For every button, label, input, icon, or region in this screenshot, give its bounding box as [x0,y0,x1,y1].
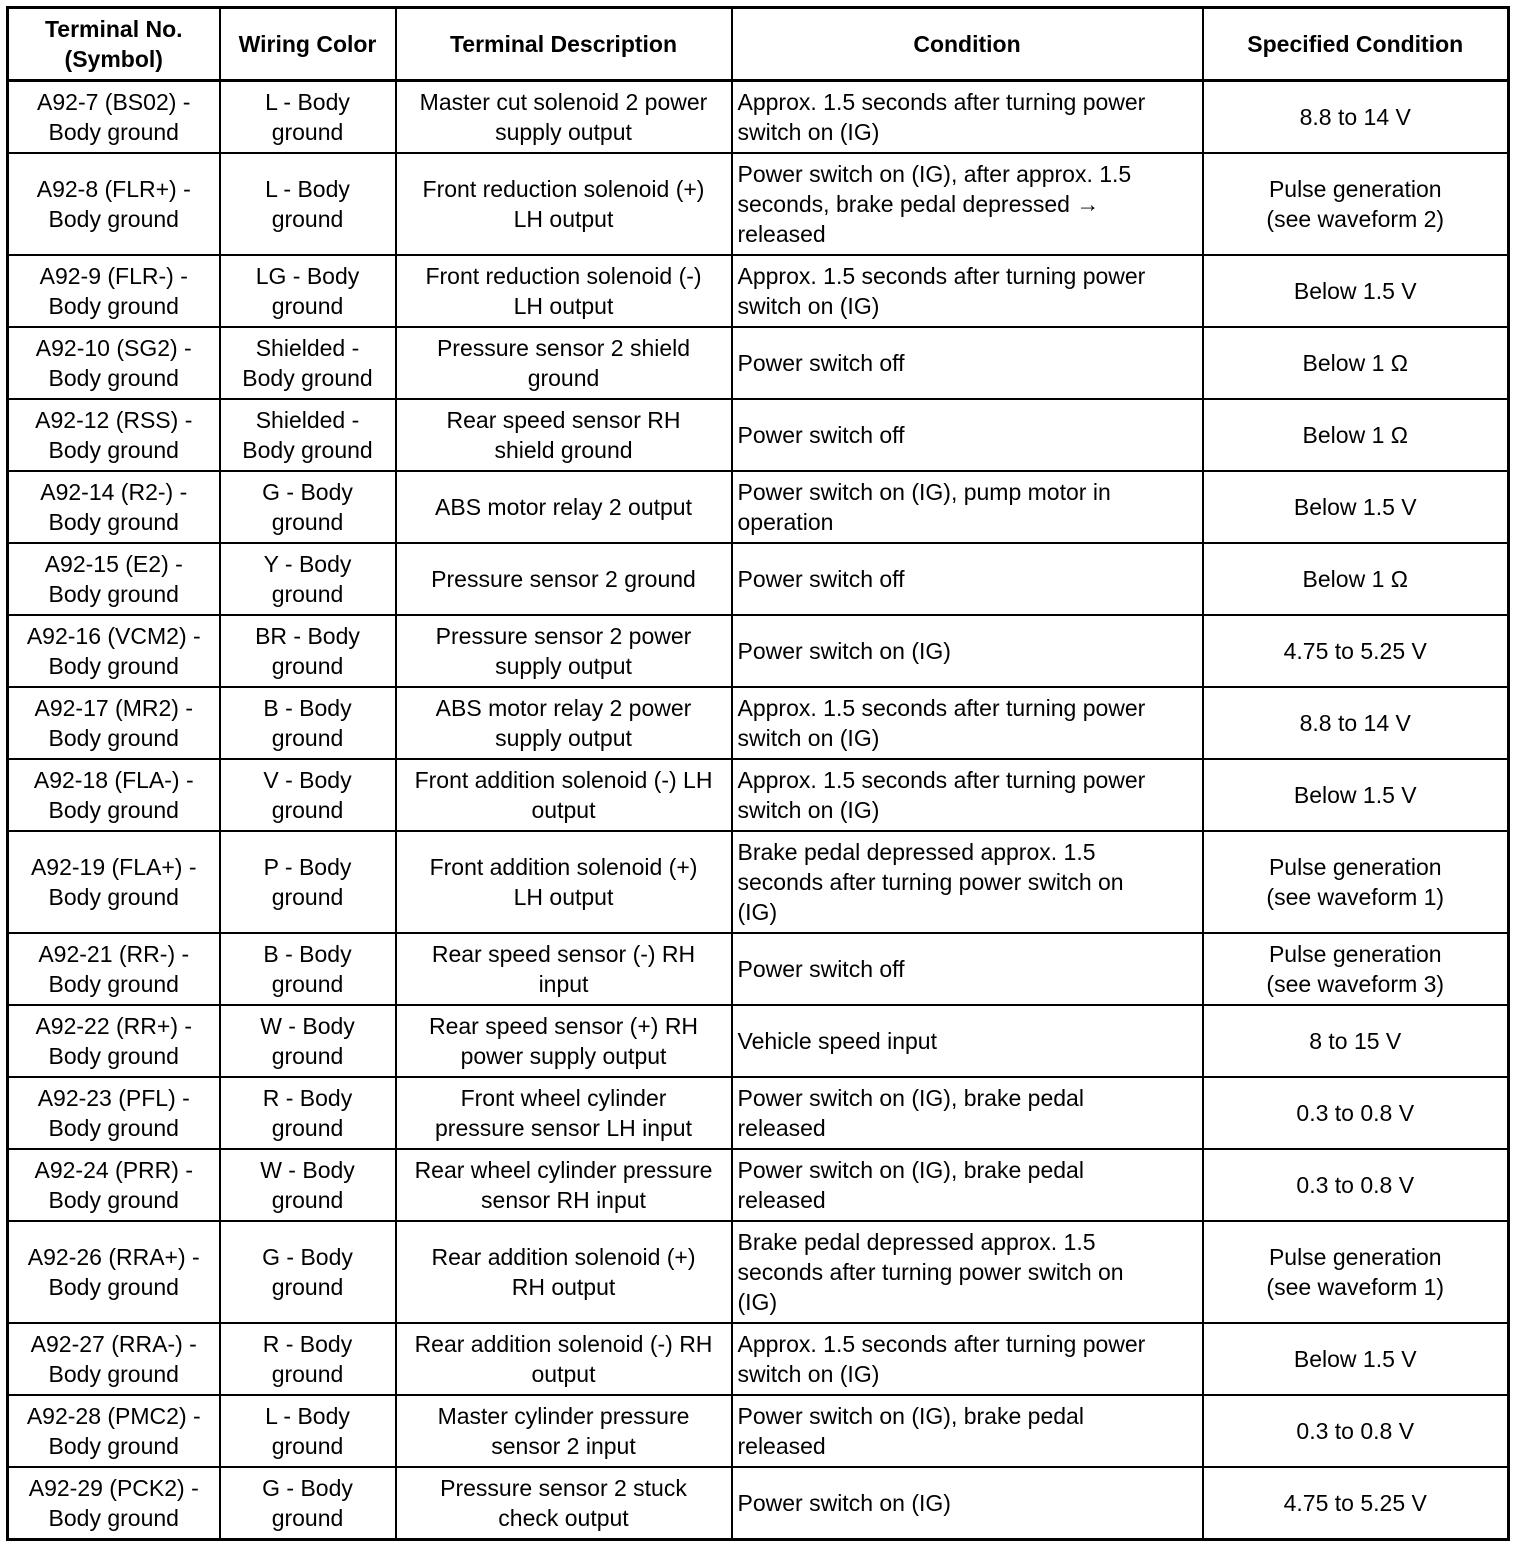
wiring-color-cell: B - Body ground [220,687,396,759]
wiring-color-cell: W - Body ground [220,1149,396,1221]
table-row [8,543,1509,615]
terminal-cell: A92-12 (RSS) - Body ground [8,399,220,471]
condition-cell: Power switch on (IG), pump motor in operation [732,471,1203,543]
condition-cell: Power switch off [732,543,1203,615]
specified-condition-cell: Below 1 Ω [1203,327,1509,399]
wiring-color-cell: Shielded - Body ground [220,327,396,399]
description-cell: Front addition solenoid (+) LH output [396,831,732,933]
wiring-color-cell: V - Body ground [220,759,396,831]
specified-condition-cell: Below 1.5 V [1203,471,1509,543]
header-wiring-color: Wiring Color [220,8,396,81]
description-cell: Pressure sensor 2 shield ground [396,327,732,399]
wiring-color-cell: W - Body ground [220,1005,396,1077]
description-cell: Rear wheel cylinder pressure sensor RH input [396,1149,732,1221]
terminal-cell: A92-18 (FLA-) - Body ground [8,759,220,831]
table-row [8,1221,1509,1323]
description-cell: Rear speed sensor (+) RH power supply output [396,1005,732,1077]
condition-cell: Power switch on (IG), brake pedal released [732,1149,1203,1221]
terminal-cell: A92-9 (FLR-) - Body ground [8,255,220,327]
condition-cell: Approx. 1.5 seconds after turning power switch on (IG) [732,255,1203,327]
condition-cell: Power switch on (IG), brake pedal released [732,1395,1203,1467]
condition-cell: Power switch off [732,933,1203,1005]
table-row [8,615,1509,687]
terminal-cell: A92-14 (R2-) - Body ground [8,471,220,543]
wiring-color-cell: G - Body ground [220,471,396,543]
table-row [8,1395,1509,1467]
wiring-color-cell: LG - Body ground [220,255,396,327]
specified-condition-cell: 4.75 to 5.25 V [1203,1467,1509,1540]
wiring-color-cell: L - Body ground [220,153,396,255]
specified-condition-cell: Pulse generation (see waveform 2) [1203,153,1509,255]
condition-cell: Power switch on (IG) [732,1467,1203,1540]
terminal-cell: A92-24 (PRR) - Body ground [8,1149,220,1221]
terminal-spec-table [6,6,1510,1541]
description-cell: Front reduction solenoid (+) LH output [396,153,732,255]
condition-cell: Power switch on (IG), after approx. 1.5 seconds, brake pedal depressed → released [732,153,1203,255]
wiring-color-cell: Y - Body ground [220,543,396,615]
table-row [8,1323,1509,1395]
terminal-cell: A92-22 (RR+) - Body ground [8,1005,220,1077]
specified-condition-cell: 8.8 to 14 V [1203,687,1509,759]
table-body [8,81,1509,1540]
condition-cell: Vehicle speed input [732,1005,1203,1077]
terminal-cell: A92-15 (E2) - Body ground [8,543,220,615]
table-row [8,687,1509,759]
table-row [8,1467,1509,1540]
table-row [8,153,1509,255]
terminal-cell: A92-27 (RRA-) - Body ground [8,1323,220,1395]
condition-cell: Power switch off [732,327,1203,399]
description-cell: Rear speed sensor RH shield ground [396,399,732,471]
terminal-cell: A92-7 (BS02) - Body ground [8,81,220,154]
terminal-cell: A92-26 (RRA+) - Body ground [8,1221,220,1323]
description-cell: Rear speed sensor (-) RH input [396,933,732,1005]
wiring-color-cell: B - Body ground [220,933,396,1005]
specified-condition-cell: 0.3 to 0.8 V [1203,1149,1509,1221]
wiring-color-cell: Shielded - Body ground [220,399,396,471]
wiring-color-cell: L - Body ground [220,1395,396,1467]
specified-condition-cell: Pulse generation (see waveform 1) [1203,831,1509,933]
condition-cell: Brake pedal depressed approx. 1.5 seconds after turning power switch on (IG) [732,1221,1203,1323]
table-row [8,399,1509,471]
condition-cell: Approx. 1.5 seconds after turning power switch on (IG) [732,759,1203,831]
table-row [8,933,1509,1005]
specified-condition-cell: 0.3 to 0.8 V [1203,1077,1509,1149]
description-cell: Rear addition solenoid (+) RH output [396,1221,732,1323]
wiring-color-cell: R - Body ground [220,1077,396,1149]
description-cell: Front addition solenoid (-) LH output [396,759,732,831]
specified-condition-cell: 4.75 to 5.25 V [1203,615,1509,687]
specified-condition-cell: Pulse generation (see waveform 1) [1203,1221,1509,1323]
wiring-color-cell: G - Body ground [220,1221,396,1323]
wiring-color-cell: R - Body ground [220,1323,396,1395]
description-cell: Pressure sensor 2 power supply output [396,615,732,687]
condition-cell: Approx. 1.5 seconds after turning power switch on (IG) [732,1323,1203,1395]
table-row [8,327,1509,399]
condition-cell: Power switch on (IG), brake pedal released [732,1077,1203,1149]
specified-condition-cell: 0.3 to 0.8 V [1203,1395,1509,1467]
specified-condition-cell: Pulse generation (see waveform 3) [1203,933,1509,1005]
description-cell: Master cylinder pressure sensor 2 input [396,1395,732,1467]
condition-cell: Power switch on (IG) [732,615,1203,687]
description-cell: Front wheel cylinder pressure sensor LH input [396,1077,732,1149]
specified-condition-cell: 8.8 to 14 V [1203,81,1509,154]
specified-condition-cell: 8 to 15 V [1203,1005,1509,1077]
specified-condition-cell: Below 1.5 V [1203,255,1509,327]
terminal-cell: A92-29 (PCK2) - Body ground [8,1467,220,1540]
description-cell: Pressure sensor 2 ground [396,543,732,615]
description-cell: Front reduction solenoid (-) LH output [396,255,732,327]
terminal-cell: A92-19 (FLA+) - Body ground [8,831,220,933]
condition-cell: Approx. 1.5 seconds after turning power switch on (IG) [732,687,1203,759]
terminal-cell: A92-16 (VCM2) - Body ground [8,615,220,687]
terminal-cell: A92-17 (MR2) - Body ground [8,687,220,759]
description-cell: Pressure sensor 2 stuck check output [396,1467,732,1540]
header-row [8,8,1509,81]
description-cell: Rear addition solenoid (-) RH output [396,1323,732,1395]
condition-cell: Power switch off [732,399,1203,471]
table-row [8,1077,1509,1149]
table-row [8,81,1509,154]
table-row [8,255,1509,327]
condition-cell: Approx. 1.5 seconds after turning power switch on (IG) [732,81,1203,154]
table-row [8,831,1509,933]
table-row [8,471,1509,543]
description-cell: Master cut solenoid 2 power supply output [396,81,732,154]
table-row [8,759,1509,831]
specified-condition-cell: Below 1 Ω [1203,543,1509,615]
specified-condition-cell: Below 1 Ω [1203,399,1509,471]
wiring-color-cell: BR - Body ground [220,615,396,687]
table-row [8,1005,1509,1077]
description-cell: ABS motor relay 2 power supply output [396,687,732,759]
terminal-cell: A92-23 (PFL) - Body ground [8,1077,220,1149]
header-terminal-description: Terminal Description [396,8,732,81]
terminal-cell: A92-28 (PMC2) - Body ground [8,1395,220,1467]
wiring-color-cell: L - Body ground [220,81,396,154]
header-specified-condition: Specified Condition [1203,8,1509,81]
specified-condition-cell: Below 1.5 V [1203,759,1509,831]
terminal-cell: A92-10 (SG2) - Body ground [8,327,220,399]
specified-condition-cell: Below 1.5 V [1203,1323,1509,1395]
terminal-cell: A92-8 (FLR+) - Body ground [8,153,220,255]
wiring-color-cell: P - Body ground [220,831,396,933]
header-terminal-no: Terminal No. (Symbol) [8,8,220,81]
header-condition: Condition [732,8,1203,81]
wiring-color-cell: G - Body ground [220,1467,396,1540]
description-cell: ABS motor relay 2 output [396,471,732,543]
table-header [8,8,1509,81]
table-row [8,1149,1509,1221]
terminal-cell: A92-21 (RR-) - Body ground [8,933,220,1005]
condition-cell: Brake pedal depressed approx. 1.5 seconds after turning power switch on (IG) [732,831,1203,933]
